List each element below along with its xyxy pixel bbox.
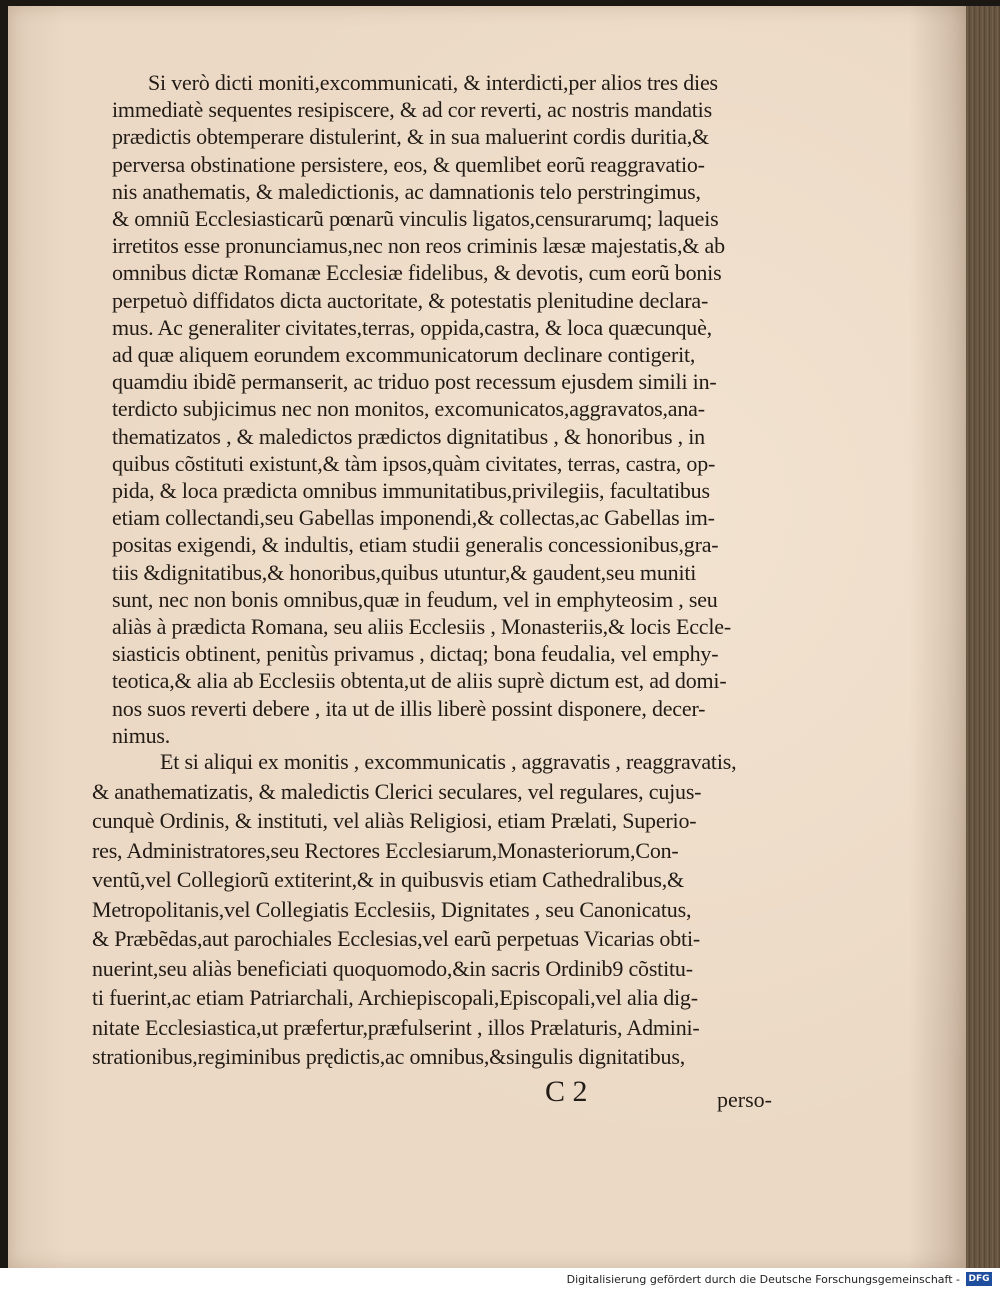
text-line: teotica,& alia ab Ecclesiis obtenta,ut de aliis suprè dictum est, ad domi-: [112, 668, 727, 694]
catchword: perso-: [717, 1087, 772, 1112]
text-line: perpetuò diffidatos dicta auctoritate, & potestatis plenitudine declara-: [112, 287, 709, 313]
text-line: & Præbẽdas,aut parochiales Ecclesias,vel earũ perpetuas Vicarias obti-: [92, 926, 700, 951]
text-line: Metropolitanis,vel Collegiatis Ecclesiis, Dignitates , seu Canonicatus,: [92, 896, 692, 922]
text-line: etiam collectandi,seu Gabellas imponendi,& collectas,ac Gabellas im-: [112, 505, 715, 531]
text-line: nuerint,seu aliàs beneficiati quoquomodo,&in sacris Ordinib9 cõstitu-: [92, 955, 693, 981]
text-line: Et si aliqui ex monitis , excommunicatis , aggravatis , reaggravatis,: [160, 749, 737, 774]
text-line: siasticis obtinent, penitùs privamus , dictaq; bona feudalia, vel emphy-: [112, 641, 719, 667]
text-line: quamdiu ibidẽ permanserit, ac triduo post recessum ejusdem simili in-: [112, 369, 717, 395]
text-line: irretitos esse pronunciamus,nec non reos criminis læsæ majestatis,& ab: [112, 233, 725, 259]
text-line: mus. Ac generaliter civitates,terras, oppida,castra, & loca quæcunquè,: [112, 314, 712, 340]
dfg-logo: DFG: [966, 1272, 992, 1286]
text-line: ventũ,vel Collegiorũ extiterint,& in quibusvis etiam Cathedralibus,&: [92, 867, 684, 892]
text-line: cunquè Ordinis, & instituti, vel aliàs Religiosi, etiam Prælati, Superio-: [92, 808, 697, 833]
text-line: strationibus,regiminibus prędictis,ac omnibus,&singulis dignitatibus,: [92, 1044, 685, 1069]
text-line: quibus cõstituti existunt,& tàm ipsos,quàm civitates, terras, castra, op-: [112, 450, 716, 476]
text-line: thematizatos , & maledictos prædictos dignitatibus , & honoribus , in: [112, 423, 705, 449]
text-line: positas exigendi, & indultis, etiam studii generalis concessionibus,gra-: [112, 532, 719, 558]
text-line: nimus.: [112, 722, 171, 748]
text-line: pida, & loca prædicta omnibus immunitatibus,privilegiis, facultatibus: [112, 478, 710, 503]
text-line: nis anathematis, & maledictionis, ac damnationis telo perstringimus,: [112, 178, 701, 204]
text-line: immediatè sequentes resipiscere, & ad cor reverti, ac nostris mandatis: [112, 97, 712, 123]
signature-mark: C 2: [545, 1075, 588, 1108]
text-line: tiis &dignitatibus,& honoribus,quibus utuntur,& gaudent,seu muniti: [112, 559, 697, 585]
text-line: terdicto subjicimus nec non monitos, excomunicatos,aggravatos,ana-: [112, 396, 705, 422]
text-line: res, Administratores,seu Rectores Ecclesiarum,Monasteriorum,Con-: [92, 837, 679, 863]
text-line: ad quæ aliquem eorundem excommunicatorum declinare contigerit,: [112, 342, 696, 367]
footer-credit: Digitalisierung gefördert durch die Deutsche Forschungsgemeinschaft -: [566, 1273, 960, 1286]
text-line: ti fuerint,ac etiam Patriarchali, Archiepiscopali,Episcopali,vel alia dig-: [92, 985, 698, 1010]
text-line: sunt, nec non bonis omnibus,quæ in feudum, vel in emphyteosim , seu: [112, 586, 718, 612]
page-edges: [966, 6, 1000, 1268]
text-line: nitate Ecclesiastica,ut præfertur,præfulserint , illos Prælaturis, Admini-: [92, 1014, 700, 1040]
text-line: aliàs à prædicta Romana, seu aliis Ecclesiis , Monasteriis,& locis Eccle-: [112, 614, 731, 639]
text-line: nos suos reverti debere , ita ut de illis liberè possint disponere, decer-: [112, 695, 706, 721]
text-line: prædictis obtemperare distulerint, & in sua maluerint cordis duritia,&: [112, 124, 709, 150]
text-line: omnibus dictæ Romanæ Ecclesiæ fidelibus, & devotis, cum eorũ bonis: [112, 260, 722, 286]
text-line: perversa obstinatione persistere, eos, & quemlibet eorũ reaggravatio-: [112, 151, 705, 177]
text-line: & anathematizatis, & maledictis Clerici seculares, vel regulares, cujus-: [92, 778, 702, 804]
text-line: Si verò dicti moniti,excommunicati, & interdicti,per alios tres dies: [148, 70, 718, 95]
text-line: & omniũ Ecclesiasticarũ pœnarũ vinculis ligatos,censurarumq; laqueis: [112, 206, 719, 231]
